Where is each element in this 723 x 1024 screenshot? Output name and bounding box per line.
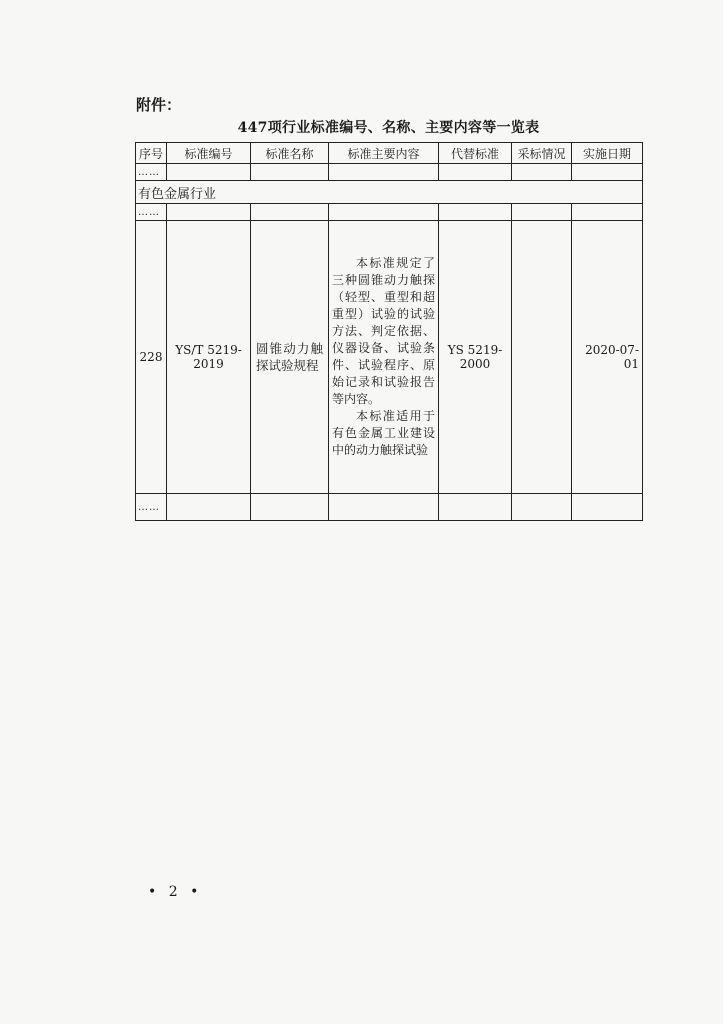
header-content: 标准主要内容 [329, 143, 439, 164]
ellipsis-cell: …… [136, 164, 167, 181]
code-cell: YS/T 5219-2019 [167, 221, 251, 494]
content-paragraph-1: 本标准规定了三种圆锥动力触探（轻型、重型和超重型）试验的试验方法、判定依据、仪器设备、试验条件、试验程序、原始记录和试验报告等内容。 [332, 256, 435, 406]
standards-table [135, 142, 643, 521]
group-label: 有色金属行业 [136, 181, 643, 204]
header-seq: 序号 [136, 143, 167, 164]
document-title: 447项行业标准编号、名称、主要内容等一览表 [237, 120, 540, 136]
ellipsis-row [136, 164, 643, 181]
content-paragraph-2: 本标准适用于有色金属工业建设中的动力触探试验 [332, 409, 435, 457]
header-code: 标准编号 [167, 143, 251, 164]
ellipsis-row [136, 204, 643, 221]
replaces-cell: YS 5219-2000 [439, 221, 512, 494]
ellipsis-cell: …… [136, 204, 167, 221]
group-row [136, 181, 643, 204]
header-name: 标准名称 [251, 143, 329, 164]
header-date: 实施日期 [572, 143, 643, 164]
page-number: • 2 • [148, 884, 203, 900]
table-header-row [136, 143, 643, 164]
content-cell [329, 221, 439, 494]
name-cell: 圆锥动力触探试验规程 [251, 221, 329, 494]
adoption-cell [512, 221, 572, 494]
attachment-label: 附件： [136, 96, 182, 114]
seq-cell: 228 [136, 221, 167, 494]
table-row [136, 221, 643, 494]
ellipsis-row [136, 494, 643, 521]
header-replaces: 代替标准 [439, 143, 512, 164]
ellipsis-cell: …… [136, 494, 167, 521]
header-adoption: 采标情况 [512, 143, 572, 164]
date-cell: 2020-07-01 [572, 221, 643, 494]
